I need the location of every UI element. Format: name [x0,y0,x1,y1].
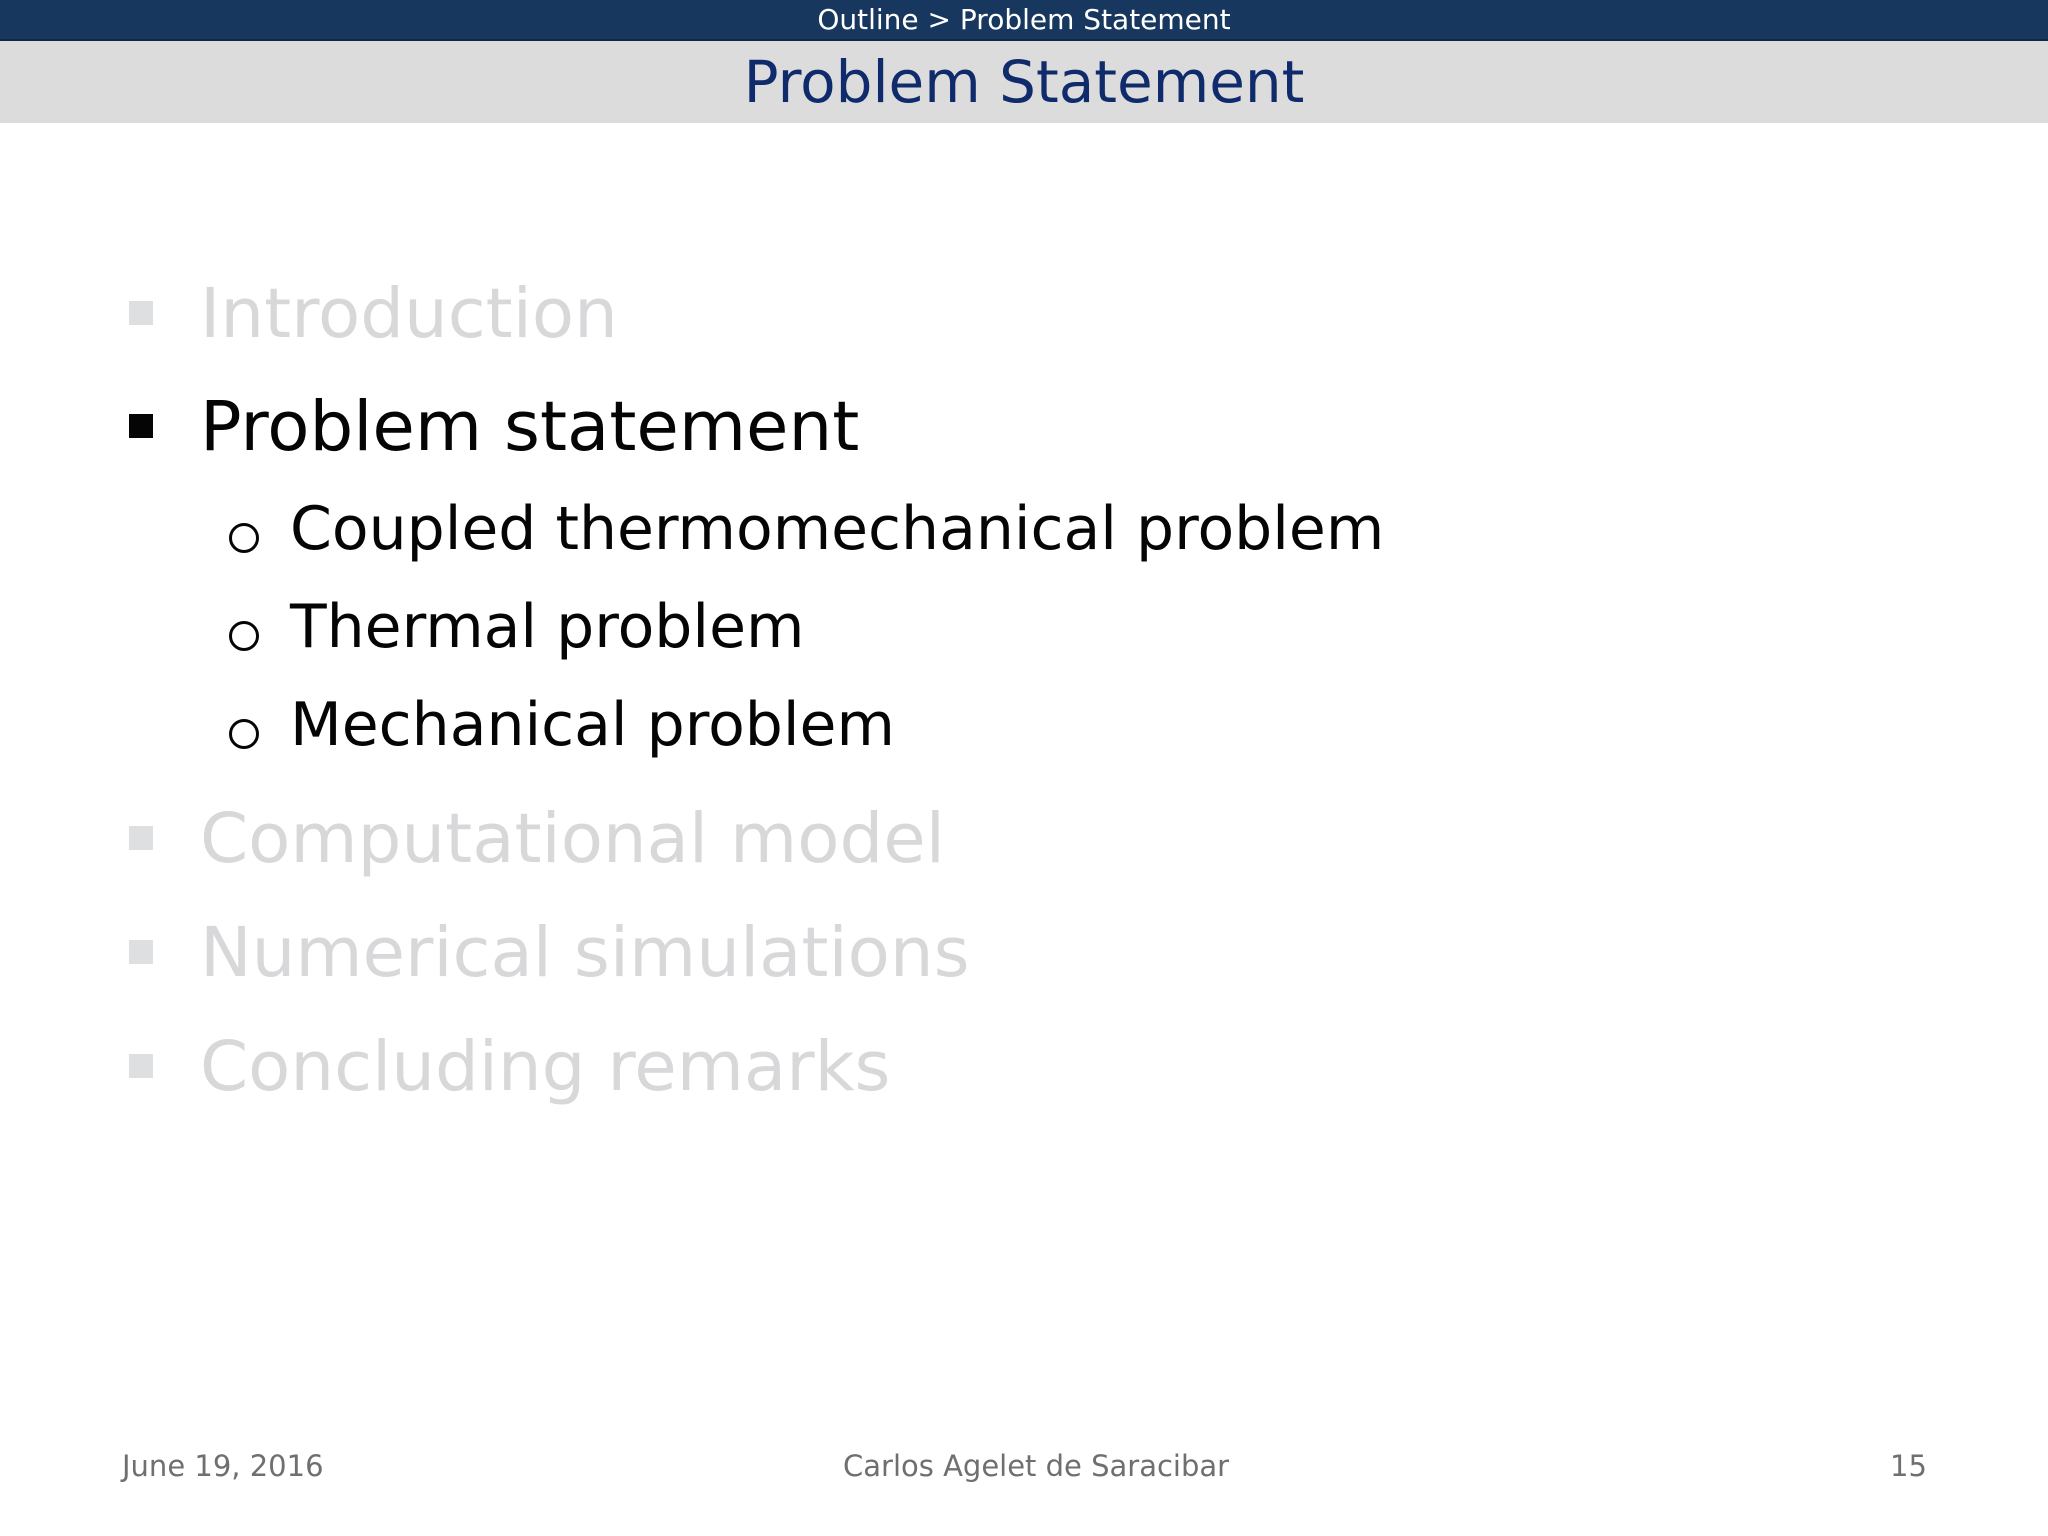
outline-item-label: Problem statement [200,387,860,467]
circle-bullet-icon [229,719,259,749]
outline-item-label: Introduction [200,274,618,354]
outline-item-label: Concluding remarks [200,1027,891,1107]
breadcrumb: Outline > Problem Statement [817,3,1231,36]
outline-subitem-label: Mechanical problem [290,690,895,760]
outline-subitem-label: Coupled thermomechanical problem [290,494,1385,564]
square-bullet-icon [129,940,153,964]
square-bullet-icon [129,826,153,850]
circle-bullet-icon [229,621,259,651]
outline-item-label: Computational model [200,799,945,879]
page-number: 15 [1890,1449,1927,1483]
footer-author: Carlos Agelet de Saracibar [843,1449,1230,1483]
square-bullet-icon [129,1054,153,1078]
square-bullet-icon [129,414,153,438]
square-bullet-icon [129,301,153,325]
circle-bullet-icon [229,523,259,553]
footer-date: June 19, 2016 [122,1449,324,1483]
outline-item-label: Numerical simulations [200,913,970,993]
page-title: Problem Statement [743,48,1305,116]
outline-subitem-label: Thermal problem [290,592,805,662]
